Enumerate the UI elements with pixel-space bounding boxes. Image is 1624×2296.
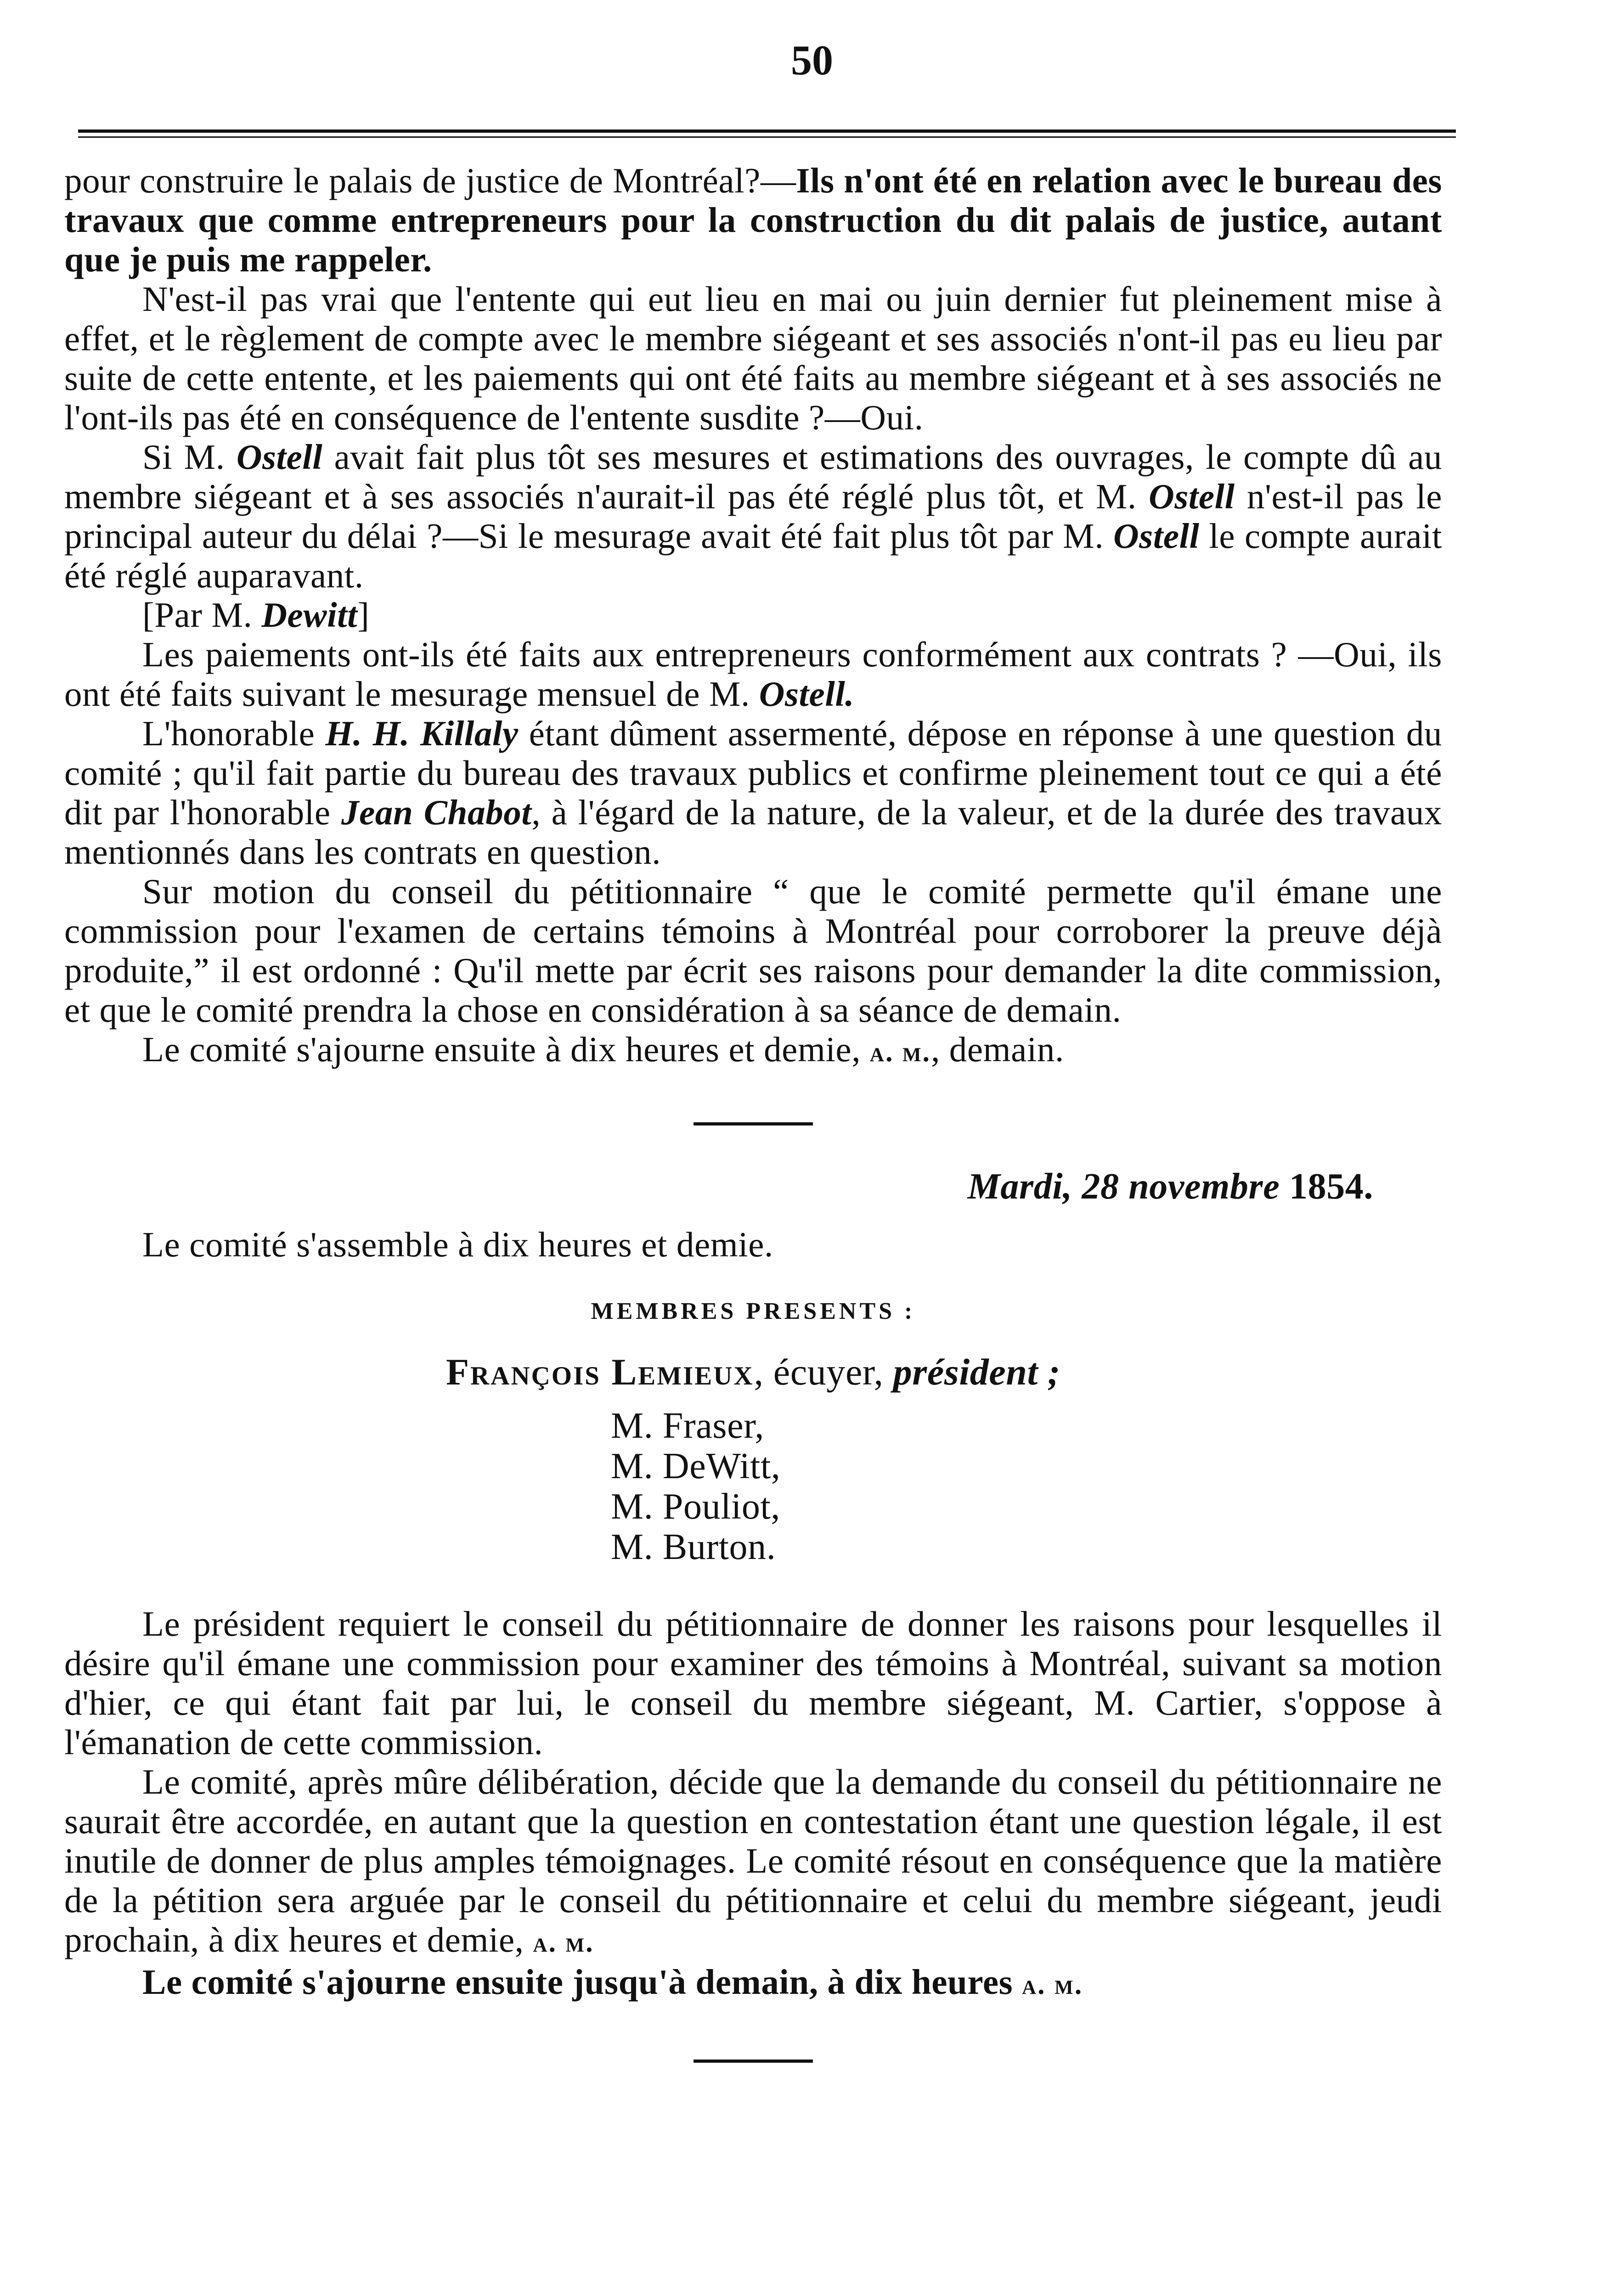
- text-run: Ostell: [236, 437, 323, 477]
- text-run: H. H. Killaly: [325, 714, 519, 753]
- member-item: M. Fraser,: [611, 1406, 764, 1446]
- member-item: M. DeWitt,: [611, 1446, 781, 1486]
- paragraph: [64, 1604, 1442, 1762]
- text-run: Le comité, après mûre délibération, décide que la demande du conseil du pétitionnaire ne saurait être accordée, en autant que la question en contestation étant une question légale, il est inutile de donner de plus amples témoignages. Le comité résout en conséquence que la matière de la pétition sera arguée par le conseil du pétitionnaire et celui du membre siégeant, jeudi prochain, à dix heures et demie,: [64, 1762, 1442, 1959]
- deliberation-section: [64, 1604, 1442, 2004]
- date-day: Mardi: [967, 1166, 1063, 1207]
- text-run: N'est-il pas vrai que l'entente qui eut lieu en mai ou juin dernier fut pleinement mise à effet, et le règlement de compte avec le membre siégeant et ses associés n'ont-il pas eu lieu par suite de cette entente, et les paiements qui ont été faits au membre siégeant et à ses associés ne l'ont-ils pas été en conséquence de l'entente susdite ?—Oui.: [64, 279, 1442, 437]
- president-name: François Lemieux: [446, 1351, 754, 1393]
- paragraph: [64, 872, 1442, 1030]
- members-heading: MEMBRES PRESENTS :: [591, 1298, 916, 1324]
- member-item: M. Burton.: [611, 1527, 776, 1567]
- assemble-line: Le comité s'assemble à dix heures et demie.: [142, 1225, 773, 1264]
- header-rule: [78, 129, 1456, 138]
- paragraph: [64, 1962, 1442, 2004]
- text-run: a. m.: [533, 1927, 594, 1958]
- text-run: le compte aurait été réglé auparavant.: [64, 516, 1442, 595]
- text-run: L'honorable: [142, 714, 326, 753]
- text-run: étant dûment assermenté, dépose en réponse à une question du comité ; qu'il fait partie du bureau des travaux publics et confirme pleinement tout ce qui a été dit par l'honorable: [64, 714, 1443, 832]
- text-run: Sur motion du conseil du pétitionnaire “ que le comité permette qu'il émane une commission pour l'examen de certains témoins à Montréal pour corroborer la preuve déjà produite,” il est ordonné : Qu'il mette par écrit ses raisons pour demander la dite commission, et que le comité prendra la chose en considération à sa séance de demain.: [64, 872, 1442, 1030]
- text-run: Ils n'ont été en relation avec le bureau des travaux que comme entrepreneurs pour la construction du dit palais de justice, autant que je puis me rappeler.: [64, 161, 1442, 279]
- text-run: Les paiements ont-ils été faits aux entrepreneurs conformément aux contrats ? —Oui, ils ont été faits suivant le mesurage mensuel de M.: [64, 635, 1442, 714]
- text-run: [Par M.: [142, 595, 262, 635]
- text-run: Le président requiert le conseil du pétitionnaire de donner les raisons pour lesquelles il désire qu'il émane une commission pour examiner des témoins à Montréal, suivant sa motion d'hier, ce qui étant fait par lui, le conseil du membre siégeant, M. Cartier, s'oppose à l'émanation de cette commission.: [64, 1604, 1442, 1762]
- end-separator: [694, 2060, 813, 2063]
- paragraph: [64, 1030, 1442, 1072]
- paragraph: [64, 279, 1442, 437]
- paragraph: [64, 437, 1442, 595]
- text-run: ]: [357, 595, 370, 635]
- paragraph: [64, 714, 1442, 872]
- text-run: avait fait plus tôt ses mesures et estimations des ouvrages, le compte dû au membre siégeant et à ses associés n'aurait-il pas été réglé plus tôt, et M.: [64, 437, 1442, 516]
- president-line: [64, 1352, 1442, 1392]
- president-role: président ;: [893, 1351, 1060, 1393]
- date-day-month: , 28 novembre: [1063, 1166, 1280, 1207]
- testimony-section: [64, 161, 1442, 1072]
- page-body: [64, 161, 1442, 2104]
- paragraph: [64, 1762, 1442, 1962]
- session-date: [64, 1167, 1442, 1206]
- paragraph: [64, 595, 1442, 635]
- text-run: Dewitt: [261, 595, 358, 635]
- text-run: , à l'égard de la nature, de la valeur, et de la durée des travaux mentionnés dans les contrats en question.: [64, 793, 1442, 872]
- text-run: Ostell: [1149, 477, 1235, 516]
- text-run: , demain.: [931, 1030, 1064, 1069]
- member-item: M. Pouliot,: [611, 1486, 780, 1527]
- text-run: a. m.: [1022, 1969, 1083, 2000]
- paragraph: [64, 161, 1442, 279]
- president-title: , écuyer,: [754, 1351, 893, 1393]
- date-year: 1854.: [1280, 1166, 1373, 1207]
- text-run: Jean Chabot: [341, 793, 532, 832]
- section-separator: [694, 1122, 813, 1125]
- text-run: Ostell.: [759, 674, 855, 714]
- text-run: Ostell: [1113, 516, 1200, 556]
- text-run: Le comité s'ajourne ensuite jusqu'à demain, à dix heures: [142, 1962, 1022, 2002]
- page-number: 50: [791, 37, 833, 84]
- text-run: pour construire le palais de justice de Montréal?—: [64, 161, 796, 200]
- text-run: Le comité s'ajourne ensuite à dix heures et demie,: [142, 1030, 870, 1069]
- text-run: n'est-il pas le principal auteur du délai ?—Si le mesurage avait été fait plus tôt par M.: [64, 477, 1442, 556]
- text-run: Si M.: [142, 437, 237, 477]
- text-run: a. m.: [869, 1036, 931, 1068]
- members-list: [611, 1406, 1442, 1567]
- paragraph: [64, 635, 1442, 714]
